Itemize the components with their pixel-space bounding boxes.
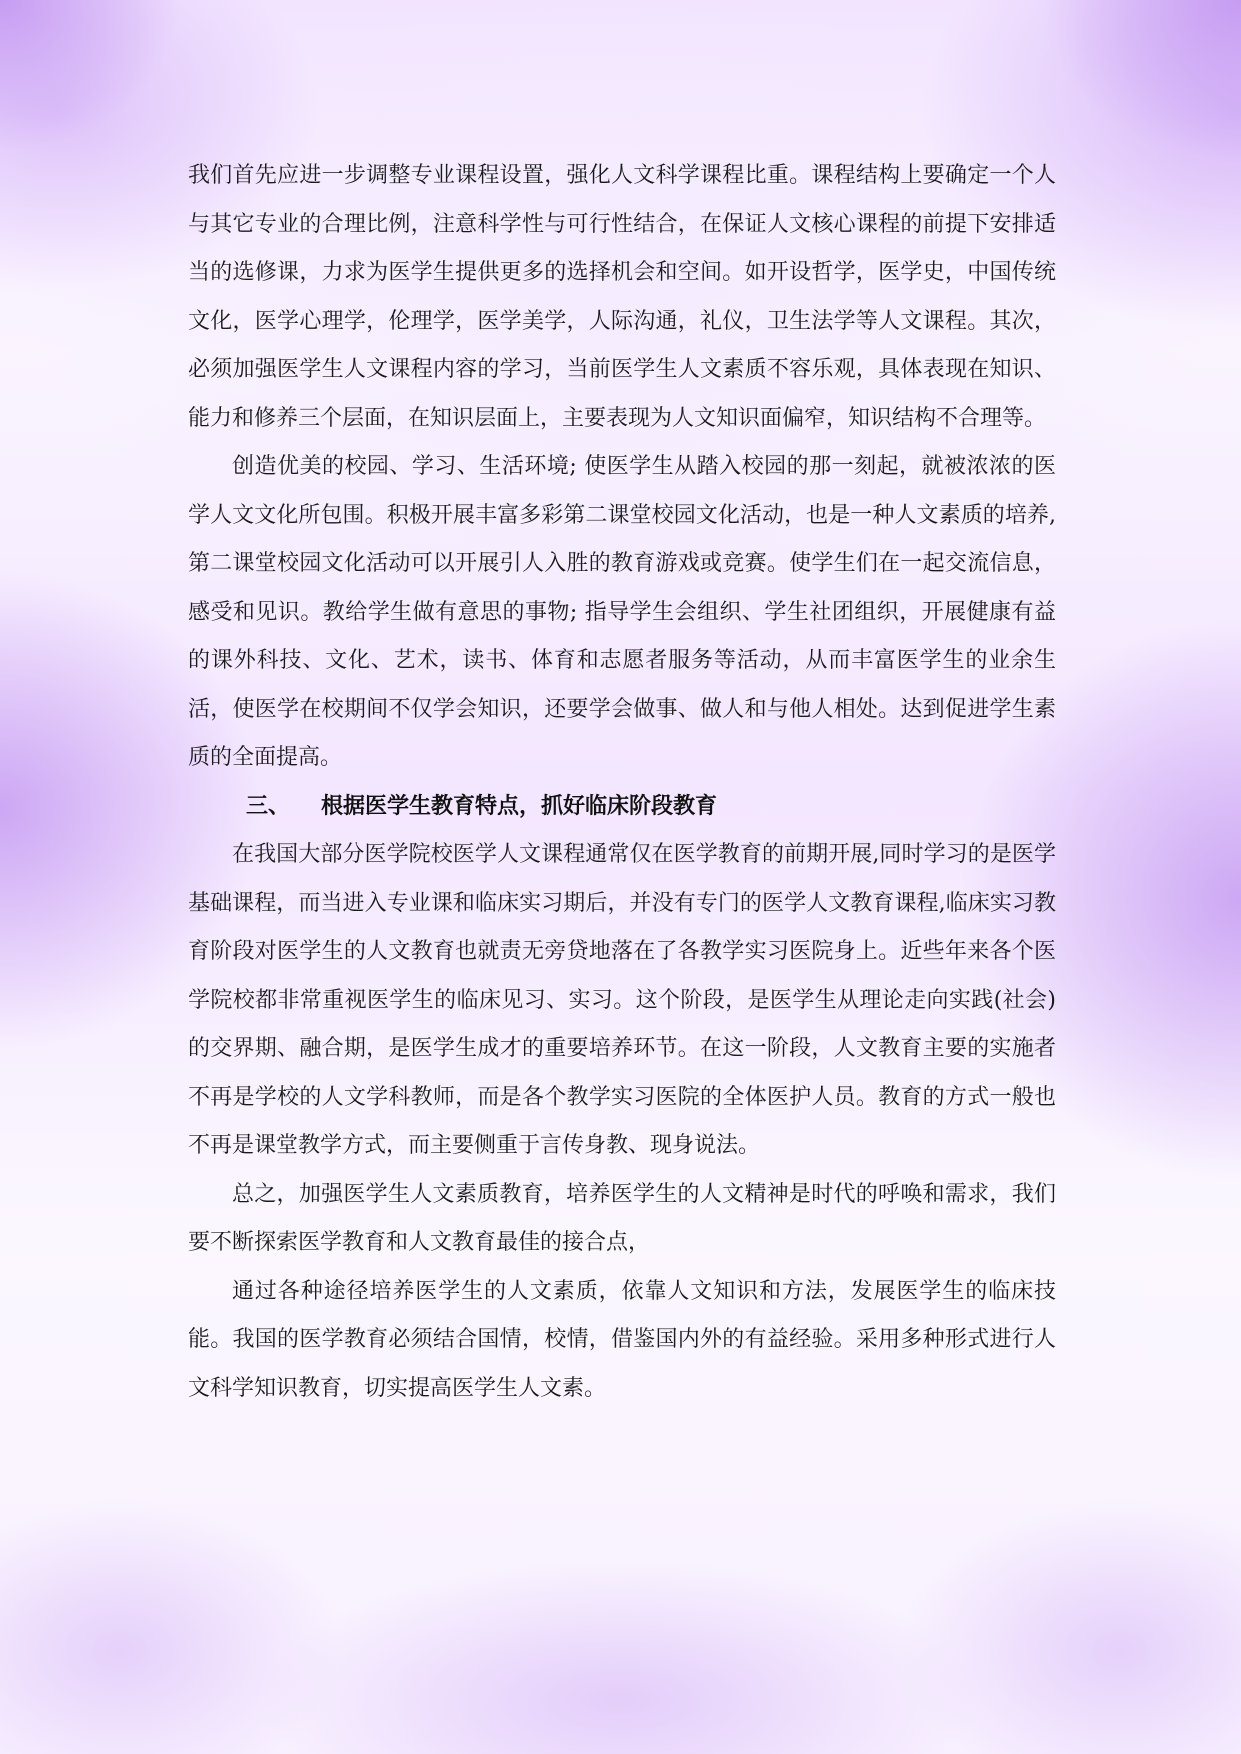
section-heading: [188, 783, 1056, 832]
section-heading-number: 三、: [246, 793, 291, 819]
paragraph-conclusion: 通过各种途径培养医学生的人文素质，依靠人文知识和方法，发展医学生的临床技能。我国的医学教育必须结合国情，校情，借鉴国内外的有益经验。采用多种形式进行人文科学知识教育，切实提高医学生人文素。: [188, 1278, 1056, 1401]
paragraph-curriculum: 我们首先应进一步调整专业课程设置，强化人文科学课程比重。课程结构上要确定一个人与其它专业的合理比例，注意科学性与可行性结合，在保证人文核心课程的前提下安排适当的选修课，力求为医学生提供更多的选择机会和空间。如开设哲学，医学史，中国传统文化，医学心理学，伦理学，医学美学，人际沟通，礼仪，卫生法学等人文课程。其次，必须加强医学生人文课程内容的学习，当前医学生人文素质不容乐观，具体表现在知识、能力和修养三个层面，在知识层面上，主要表现为人文知识面偏窄，知识结构不合理等。: [188, 163, 1056, 431]
paragraph-summary: 总之，加强医学生人文素质教育，培养医学生的人文精神是时代的呼唤和需求，我们要不断探索医学教育和人文教育最佳的接合点，: [188, 1181, 1056, 1255]
section-heading-title: 根据医学生教育特点，抓好临床阶段教育: [321, 793, 718, 819]
paragraph-clinical-stage: 在我国大部分医学院校医学人文课程通常仅在医学教育的前期开展,同时学习的是医学基础课程，而当进入专业课和临床实习期后，并没有专门的医学人文教育课程,临床实习教育阶段对医学生的人文教育也就责无旁贷地落在了各教学实习医院身上。近些年来各个医学院校都非常重视医学生的临床见习、实习。这个阶段，是医学生从理论走向实践(社会)的交界期、融合期，是医学生成才的重要培养环节。在这一阶段，人文教育主要的实施者不再是学校的人文学科教师，而是各个教学实习医院的全体医护人员。教育的方式一般也不再是课堂教学方式，而主要侧重于言传身教、现身说法。: [188, 842, 1056, 1158]
paragraph-campus-environment: 创造优美的校园、学习、生活环境; 使医学生从踏入校园的那一刻起，就被浓浓的医学人文文化所包围。积极开展丰富多彩第二课堂校园文化活动，也是一种人文素质的培养,第二课堂校园文化活动可以开展引人入胜的教育游戏或竞赛。使学生们在一起交流信息，感受和见识。教给学生做有意思的事物; 指导学生会组织、学生社团组织，开展健康有益的课外科技、文化、艺术，读书、体育和志愿者服务等活动，从而丰富医学生的业余生活，使医学在校期间不仅学会知识，还要学会做事、做人和与他人相处。达到促进学生素质的全面提高。: [188, 454, 1056, 770]
document-body: [188, 152, 1056, 1413]
